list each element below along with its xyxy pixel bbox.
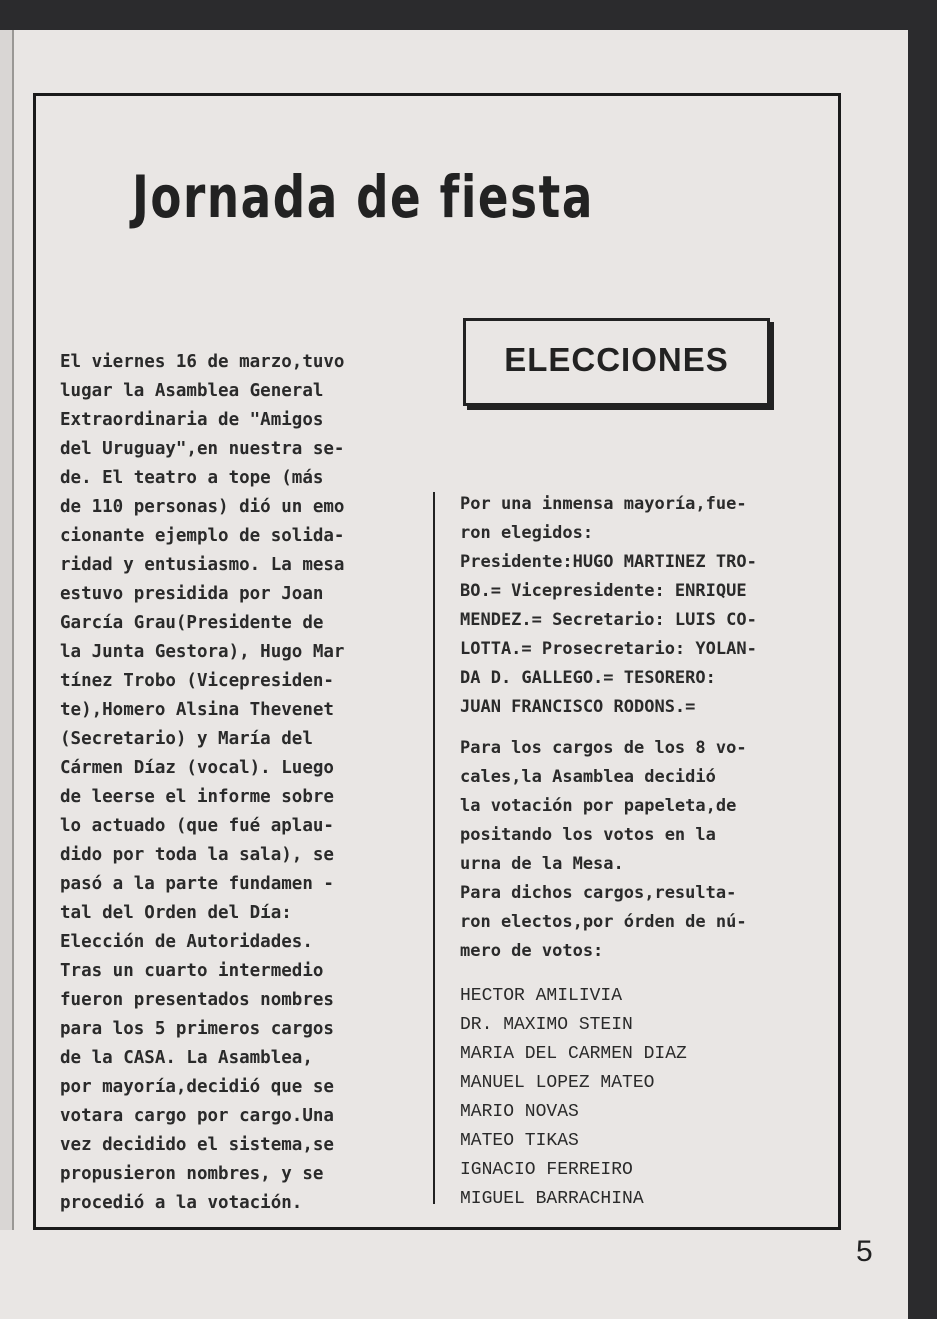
results-line: ron elegidos: bbox=[460, 523, 594, 543]
article-body-line: Extraordinaria de "Amigos bbox=[60, 410, 324, 430]
results-line: Por una inmensa mayoría,fue- bbox=[460, 494, 747, 514]
article-body-line: te),Homero Alsina Thevenet bbox=[60, 700, 334, 720]
vocal-name: DR. MAXIMO STEIN bbox=[460, 1015, 633, 1035]
vocal-name: MARIA DEL CARMEN DIAZ bbox=[460, 1044, 687, 1064]
article-body-line: Cármen Díaz (vocal). Luego bbox=[60, 758, 334, 778]
article-body-line: pasó a la parte fundamen - bbox=[60, 874, 334, 894]
article-body-line: propusieron nombres, y se bbox=[60, 1164, 324, 1184]
article-body-line: fueron presentados nombres bbox=[60, 990, 334, 1010]
column-divider bbox=[433, 492, 435, 1204]
vocales-paragraph-line: ron electos,por órden de nú- bbox=[460, 912, 747, 932]
article-body-line: tínez Trobo (Vicepresiden- bbox=[60, 671, 334, 691]
article-body-line: Elección de Autoridades. bbox=[60, 932, 313, 952]
article-body-line: la Junta Gestora), Hugo Mar bbox=[60, 642, 345, 662]
vocal-name: MIGUEL BARRACHINA bbox=[460, 1189, 644, 1209]
article-title: Jornada de fiesta bbox=[132, 163, 594, 231]
vocales-paragraph bbox=[460, 734, 747, 966]
article-body-line: de leerse el informe sobre bbox=[60, 787, 334, 807]
elecciones-heading: ELECCIONES bbox=[504, 341, 729, 378]
election-results bbox=[460, 490, 757, 722]
article-body-line: El viernes 16 de marzo,tuvo bbox=[60, 352, 345, 372]
results-line: LOTTA.= Prosecretario: YOLAN- bbox=[460, 639, 757, 659]
elecciones-heading-box bbox=[463, 318, 770, 406]
vocales-list bbox=[460, 982, 687, 1214]
article-body-line: de 110 personas) dió un emo bbox=[60, 497, 345, 517]
article-body-line: vez decidido el sistema,se bbox=[60, 1135, 334, 1155]
article-body-line: García Grau(Presidente de bbox=[60, 613, 324, 633]
results-line: JUAN FRANCISCO RODONS.= bbox=[460, 697, 696, 717]
article-body-line: estuvo presidida por Joan bbox=[60, 584, 324, 604]
vocal-name: HECTOR AMILIVIA bbox=[460, 986, 623, 1006]
article-body-line: de. El teatro a tope (más bbox=[60, 468, 324, 488]
vocales-paragraph-line: cales,la Asamblea decidió bbox=[460, 767, 716, 787]
article-body-line: lugar la Asamblea General bbox=[60, 381, 324, 401]
vocal-name: IGNACIO FERREIRO bbox=[460, 1160, 633, 1180]
article-body bbox=[60, 348, 344, 1218]
previous-page-edge bbox=[0, 30, 14, 1230]
article-body-line: cionante ejemplo de solida- bbox=[60, 526, 345, 546]
article-body-line: tal del Orden del Día: bbox=[60, 903, 292, 923]
results-line: BO.= Vicepresidente: ENRIQUE bbox=[460, 581, 747, 601]
vocales-paragraph-line: la votación por papeleta,de bbox=[460, 796, 737, 816]
article-body-line: lo actuado (que fué aplau- bbox=[60, 816, 334, 836]
vocal-name: MANUEL LOPEZ MATEO bbox=[460, 1073, 655, 1093]
vocal-name: MATEO TIKAS bbox=[460, 1131, 579, 1151]
article-body-line: ridad y entusiasmo. La mesa bbox=[60, 555, 345, 575]
article-body-line: por mayoría,decidió que se bbox=[60, 1077, 334, 1097]
article-body-line: de la CASA. La Asamblea, bbox=[60, 1048, 313, 1068]
article-body-line: (Secretario) y María del bbox=[60, 729, 313, 749]
vocales-paragraph-line: positando los votos en la bbox=[460, 825, 716, 845]
page-number: 5 bbox=[856, 1235, 873, 1268]
results-line: Presidente:HUGO MARTINEZ TRO- bbox=[460, 552, 757, 572]
article-body-line: del Uruguay",en nuestra se- bbox=[60, 439, 345, 459]
results-line: MENDEZ.= Secretario: LUIS CO- bbox=[460, 610, 757, 630]
vocales-paragraph-line: Para los cargos de los 8 vo- bbox=[460, 738, 747, 758]
vocales-paragraph-line: mero de votos: bbox=[460, 941, 604, 961]
article-body-line: Tras un cuarto intermedio bbox=[60, 961, 324, 981]
article-body-line: dido por toda la sala), se bbox=[60, 845, 334, 865]
vocal-name: MARIO NOVAS bbox=[460, 1102, 579, 1122]
article-body-line: votara cargo por cargo.Una bbox=[60, 1106, 334, 1126]
article-body-line: procedió a la votación. bbox=[60, 1193, 303, 1213]
vocales-paragraph-line: urna de la Mesa. bbox=[460, 854, 624, 874]
vocales-paragraph-line: Para dichos cargos,resulta- bbox=[460, 883, 737, 903]
results-line: DA D. GALLEGO.= TESORERO: bbox=[460, 668, 716, 688]
article-body-line: para los 5 primeros cargos bbox=[60, 1019, 334, 1039]
